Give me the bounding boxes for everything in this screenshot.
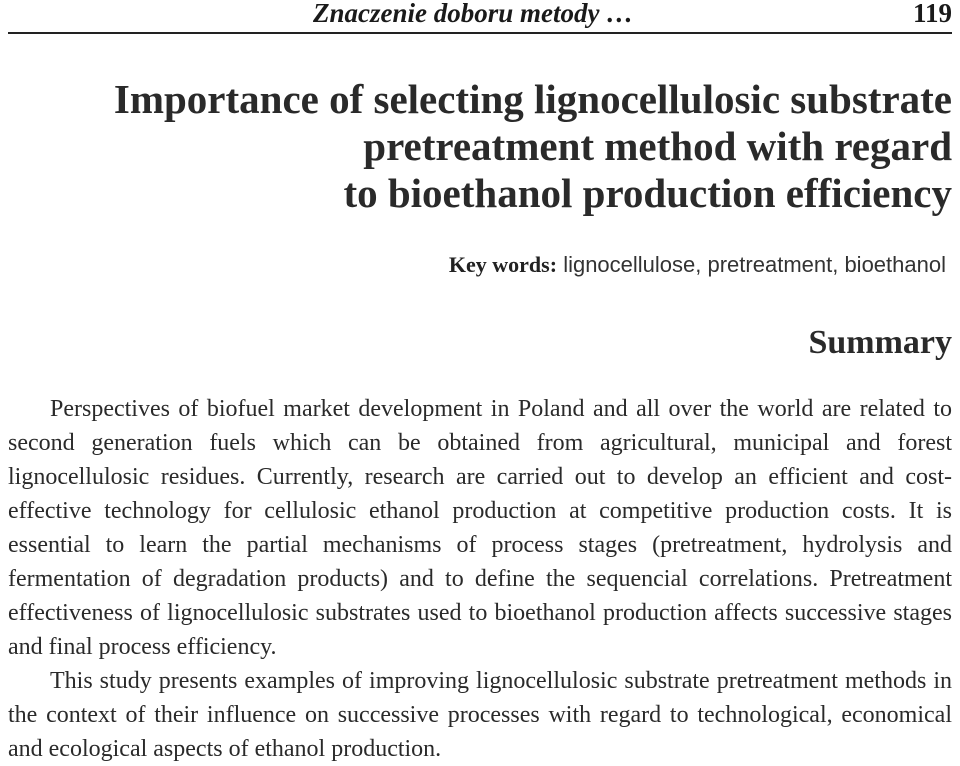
running-head xyxy=(8,0,952,34)
keywords-line xyxy=(449,252,946,278)
running-title: Znaczenie doboru metody … xyxy=(313,0,634,28)
keywords-label: Key words: xyxy=(448,252,558,277)
page-number: 119 xyxy=(912,0,952,28)
summary-heading: Summary xyxy=(808,324,952,361)
summary-paragraph: Perspectives of biofuel market development in Poland and all over the world are related to second generation fuels which can be obtained from agricultural, municipal and forest lignocellulosic residues. Currently, research are carried out to develop an efficient and cost-effective technology for cellulosic ethanol production at competitive production costs. It is essential to learn the partial mechanisms of process stages (pretreatment, hydrolysis and fermentation of degradation products) and to define the sequencial correlations. Pretreatment effectiveness of lignocellulosic substrates used to bioethanol production affects successive stages and final process efficiency. xyxy=(8,396,952,660)
article-title xyxy=(52,76,952,217)
article-title-line: Importance of selecting lignocellulosic substrate xyxy=(113,76,952,122)
summary-body xyxy=(8,392,952,766)
summary-paragraph: This study presents examples of improving lignocellulosic substrate pretreatment methods in the context of their influence on successive processes with regard to technological, economical and ecological aspects of ethanol production. xyxy=(8,668,952,762)
article-title-line: to bioethanol production efficiency xyxy=(343,170,952,216)
keywords-list: lignocellulose, pretreatment, bioethanol xyxy=(563,252,946,277)
article-title-line: pretreatment method with regard xyxy=(363,123,952,169)
